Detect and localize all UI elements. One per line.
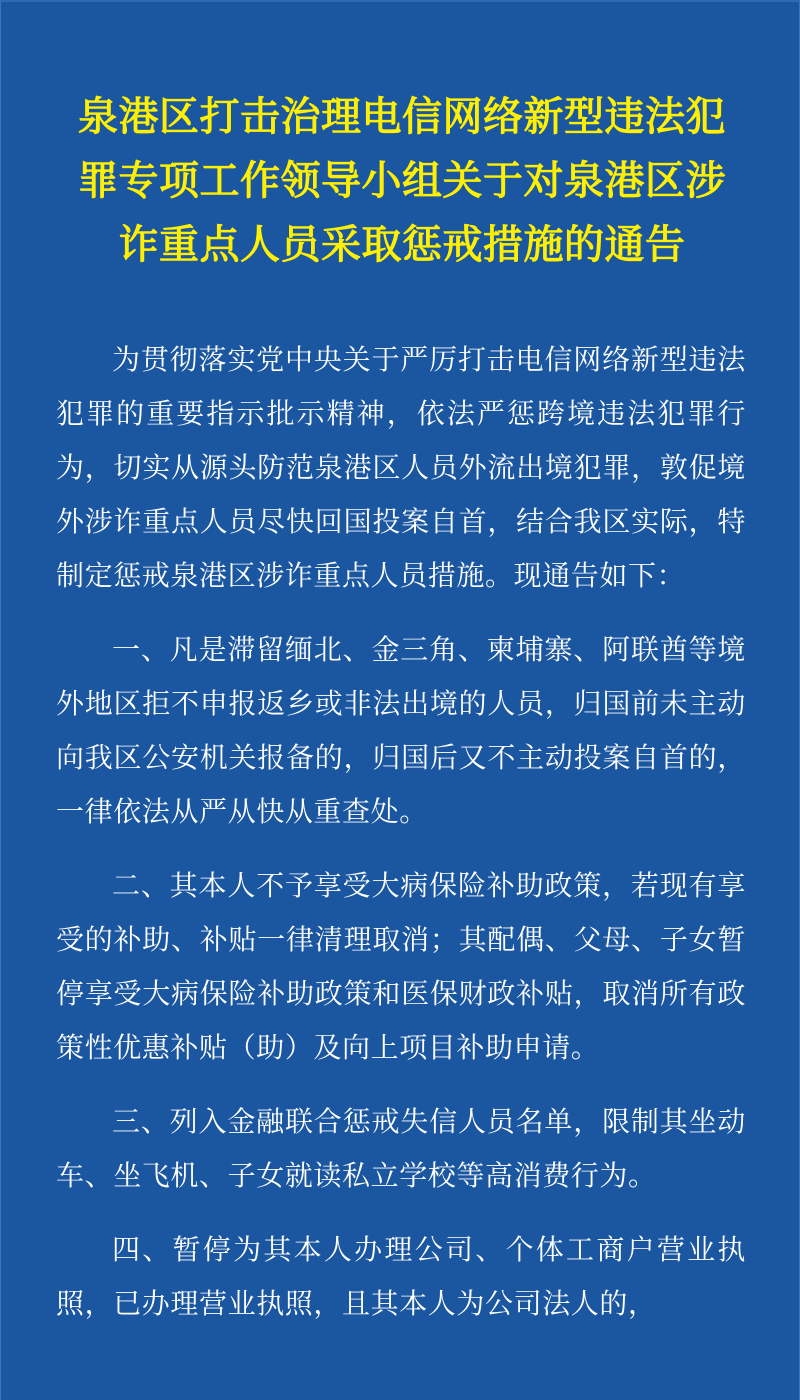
intro-paragraph: 为贯彻落实党中央关于严厉打击电信网络新型违法犯罪的重要指示批示精神，依法严惩跨境违法犯罪行为，切实从源头防范泉港区人员外流出境犯罪，敦促境外涉诈重点人员尽快回国投案自首，结合我区实际，特制定惩戒泉港区涉诈重点人员措施。现通告如下： bbox=[56, 343, 746, 592]
item-2-paragraph: 二、其本人不予享受大病保险补助政策，若现有享受的补助、补贴一律清理取消；其配偶、父母、子女暂停享受大病保险补助政策和医保财政补贴，取消所有政策性优惠补贴（助）及向上项目补助申请。 bbox=[56, 869, 746, 1064]
notice-body bbox=[56, 333, 746, 1351]
item-4-paragraph: 四、暂停为其本人办理公司、个体工商户营业执照，已办理营业执照，且其本人为公司法人的， bbox=[56, 1233, 746, 1320]
item-3-paragraph: 三、列入金融联合惩戒失信人员名单，限制其坐动车、坐飞机、子女就读私立学校等高消费行为。 bbox=[56, 1105, 746, 1192]
notice-title: 泉港区打击治理电信网络新型违法犯罪专项工作领导小组关于对泉港区涉诈重点人员采取惩戒措施的通告 bbox=[78, 94, 726, 268]
item-1-paragraph: 一、凡是滞留缅北、金三角、柬埔寨、阿联酋等境外地区拒不申报返乡或非法出境的人员，归国前未主动向我区公安机关报备的，归国后又不主动投案自首的，一律依法从严从快从重查处。 bbox=[56, 633, 746, 828]
